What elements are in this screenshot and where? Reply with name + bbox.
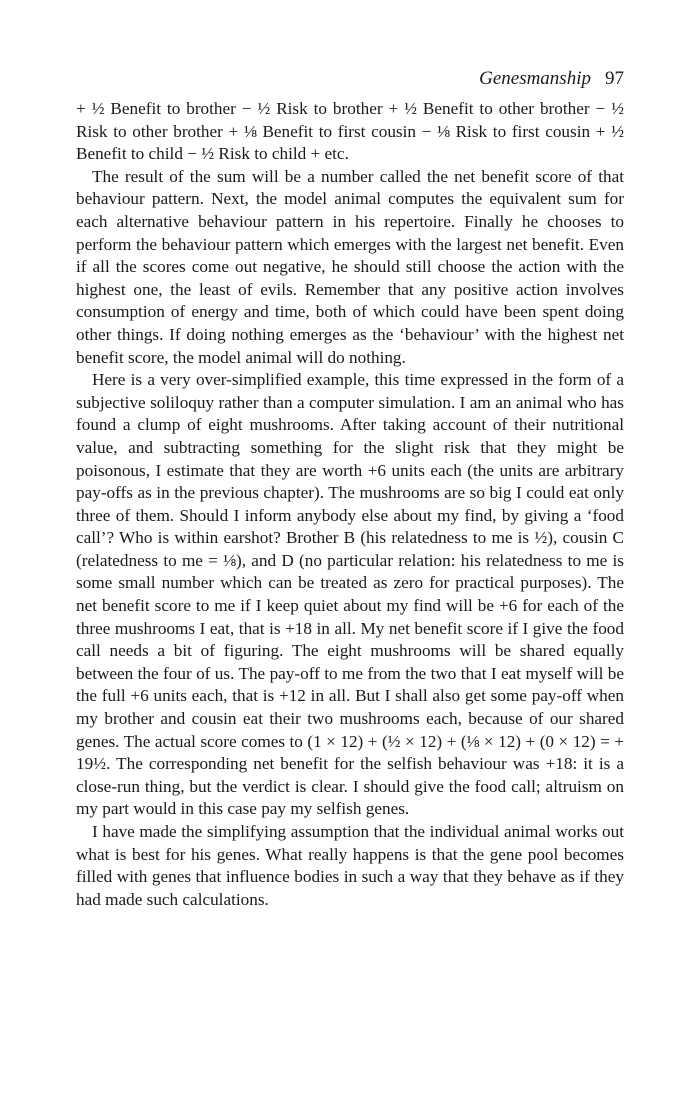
paragraph: The result of the sum will be a number called the net benefit score of that behaviour pattern. Next, the model animal computes the equivalent sum for each alternative behaviour pattern in his repertoire. Finally he chooses to perform the behaviour pattern which emerges with the largest net benefit. Even if all the scores come out negative, he should still choose the action with the highest one, the least of evils. Remember that any positive action involves consumption of energy and time, both of which could have been spent doing other things. If doing nothing emerges as the ‘behaviour’ with the highest net benefit score, the model animal will do nothing.	[76, 166, 624, 367]
body-text	[76, 98, 624, 911]
paragraph: Here is a very over-simplified example, this time expressed in the form of a subjective soliloquy rather than a computer simulation. I am an animal who has found a clump of eight mushrooms. After taking account of their nutritional value, and subtracting something for the slight risk that they might be poisonous, I estimate that they are worth +6 units each (the units are arbitrary pay-offs as in the previous chapter). The mushrooms are so big I could eat only three of them. Should I inform anybody else about my find, by giving a ‘food call’? Who is within earshot? Brother B (his relatedness to me is ½), cousin C (relatedness to me = ⅛), and D (no particular relation: his relatedness to me is some small number which can be treated as zero for practical purposes). The net benefit score to me if I keep quiet about my find will be +6 for each of the three mushrooms I eat, that is +18 in all. My net benefit score if I give the food call needs a bit of figuring. The eight mushrooms will be shared equally between the four of us. The pay-off to me from the two that I eat myself will be the full +6 units each, that is +12 in all. But I shall also get some pay-off when my brother and cousin eat their two mushrooms each, because of our shared genes. The actual score comes to (1 × 12) + (½ × 12) + (⅛ × 12) + (0 × 12) = + 19½. The corresponding net benefit for the selfish behaviour was +18: it is a close-run thing, but the verdict is clear. I should give the food call; altruism on my part would in this case pay my selfish genes.	[76, 370, 624, 819]
paragraph: I have made the simplifying assumption that the individual animal works out what is best for his genes. What really happens is that the gene pool becomes filled with genes that influence bodies in such a way that they behave as if they had made such calculations.	[76, 822, 624, 909]
running-head	[76, 68, 624, 96]
paragraph: + ½ Benefit to brother − ½ Risk to brother + ½ Benefit to other brother − ½ Risk to other brother + ⅛ Benefit to first cousin − ⅛ Risk to first cousin + ½ Benefit to child − ½ Risk to child + etc.	[76, 99, 624, 164]
page-number: 97	[605, 68, 624, 89]
book-page	[76, 68, 624, 911]
running-title: Genesmanship	[479, 68, 591, 89]
